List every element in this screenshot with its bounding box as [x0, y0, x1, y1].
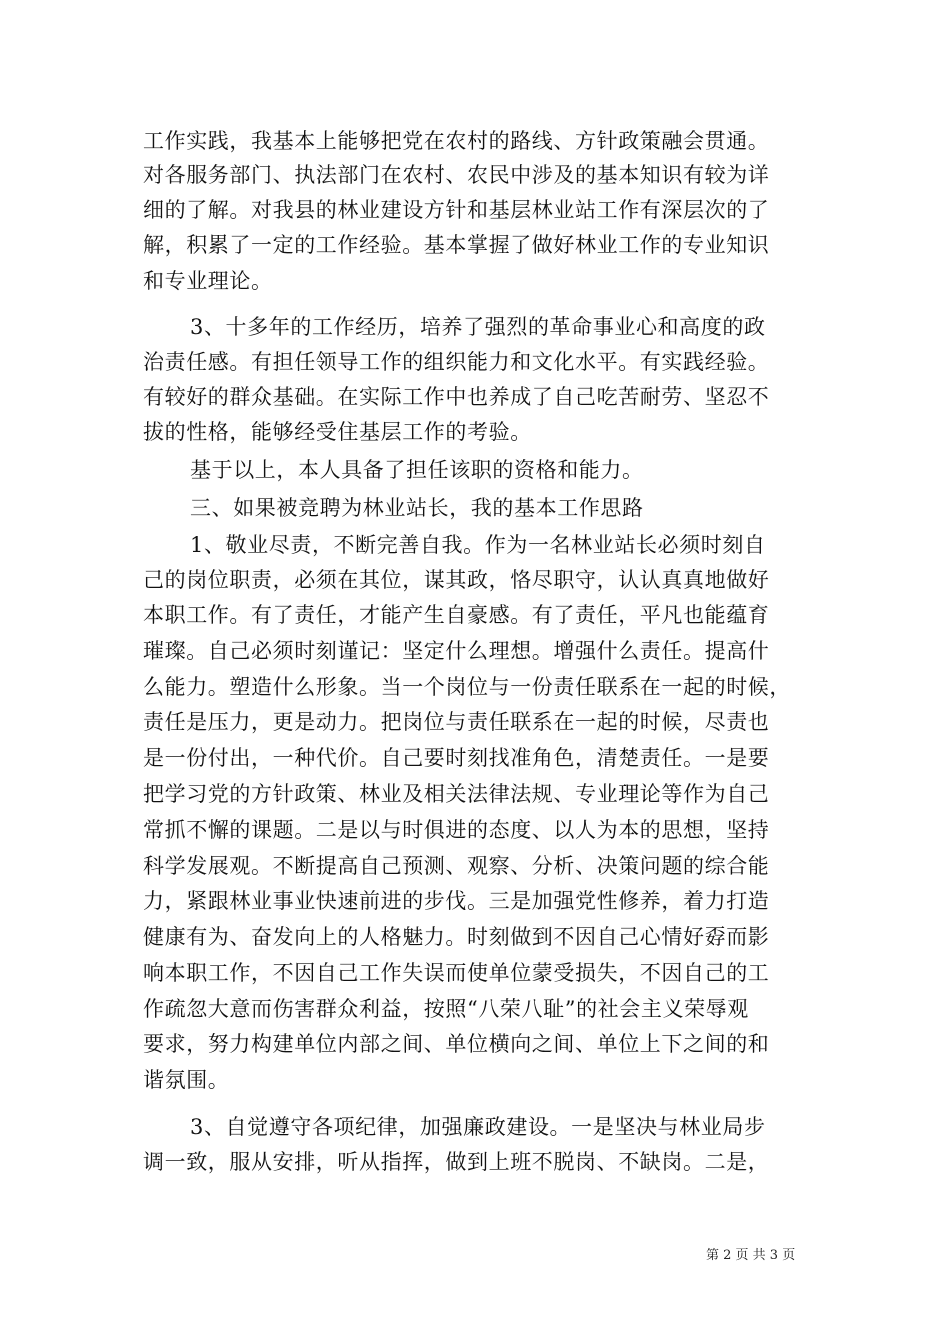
text-line: 细的了解。对我县的林业建设方针和基层林业站工作有深层次的了 — [143, 198, 770, 222]
text-line: 科学发展观。不断提高自己预测、观察、分析、决策问题的综合能 — [143, 854, 770, 878]
text-line: 响本职工作，不因自己工作失误而使单位蒙受损失，不因自己的工 — [143, 961, 770, 985]
text-line: 解，积累了一定的工作经验。基本掌握了做好林业工作的专业知识 — [143, 233, 770, 257]
text-line: 力，紧跟林业事业快速前进的步伐。三是加强党性修养，着力打造 — [143, 889, 770, 913]
text-line: 调一致，服从安排，听从指挥，做到上班不脱岗、不缺岗。二是， — [143, 1150, 770, 1174]
text-line: 责任是压力，更是动力。把岗位与责任联系在一起的时候，尽责也 — [143, 710, 770, 734]
page-number: 第 2 页 共 3 页 — [706, 1248, 796, 1263]
text-line: 有较好的群众基础。在实际工作中也养成了自己吃苦耐劳、坚忍不 — [143, 385, 770, 409]
text-line: 基于以上，本人具备了担任该职的资格和能力。 — [190, 458, 644, 482]
text-line: 本职工作。有了责任，才能产生自豪感。有了责任，平凡也能蕴育 — [143, 603, 770, 627]
text-line: 作疏忽大意而伤害群众利益，按照“八荣八耻”的社会主义荣辱观 — [143, 997, 749, 1021]
text-line: 璀璨。自己必须时刻谨记：坚定什么理想。增强什么责任。提高什 — [143, 639, 770, 663]
text-line: 治责任感。有担任领导工作的组织能力和文化水平。有实践经验。 — [143, 350, 770, 374]
text-line: 己的岗位职责，必须在其位，谋其政，恪尽职守，认认真真地做好 — [143, 568, 770, 592]
text-line: 要求，努力构建单位内部之间、单位横向之间、单位上下之间的和 — [143, 1032, 770, 1056]
text-line: 把学习党的方针政策、林业及相关法律法规、专业理论等作为自己 — [143, 782, 770, 806]
text-line: 谐氛围。 — [143, 1068, 230, 1092]
text-line: 常抓不懈的课题。二是以与时俱进的态度、以人为本的思想，坚持 — [143, 818, 770, 842]
text-line: 么能力。塑造什么形象。当一个岗位与一份责任联系在一起的时候， — [143, 675, 791, 699]
text-line: 拔的性格，能够经受住基层工作的考验。 — [143, 420, 532, 444]
text-line: 1、敬业尽责，不断完善自我。作为一名林业站长必须时刻自 — [190, 533, 766, 557]
text-line: 对各服务部门、执法部门在农村、农民中涉及的基本知识有较为详 — [143, 163, 770, 187]
text-line: 3、十多年的工作经历，培养了强烈的革命事业心和高度的政 — [190, 315, 766, 339]
text-line: 3、自觉遵守各项纪律，加强廉政建设。一是坚决与林业局步 — [190, 1115, 766, 1139]
text-line: 是一份付出，一种代价。自己要时刻找准角色，清楚责任。一是要 — [143, 746, 770, 770]
text-line: 健康有为、奋发向上的人格魅力。时刻做到不因自己心情好孬而影 — [143, 925, 770, 949]
text-line: 工作实践，我基本上能够把党在农村的路线、方针政策融会贯通。 — [143, 129, 770, 153]
section-heading: 三、如果被竞聘为林业站长，我的基本工作思路 — [190, 496, 644, 520]
text-line: 和专业理论。 — [143, 269, 273, 293]
